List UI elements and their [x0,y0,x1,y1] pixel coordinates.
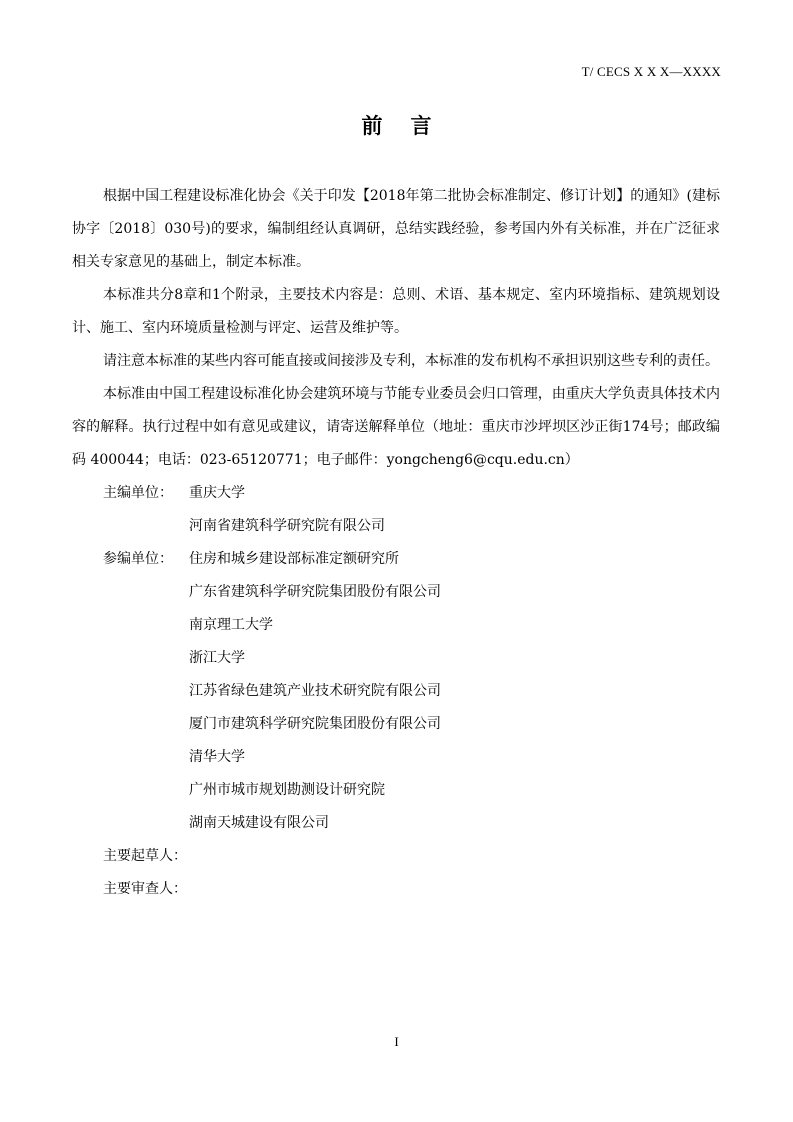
participating-unit-item: 南京理工大学 [189,617,273,633]
participating-unit-row [72,675,720,708]
participating-unit-item: 湖南天城建设有限公司 [189,815,329,831]
paragraph-management: 本标准由中国工程建设标准化协会建筑环境与节能专业委员会归口管理，由重庆大学负责具体技术内容的解释。执行过程中如有意见或建议，请寄送解释单位（地址：重庆市沙坪坝区沙正街174号；邮政编码 400044；电话：023-65120771；电子邮件：yongcheng6@cqu.edu.cn） [72,386,720,468]
participating-unit-row [72,609,720,642]
paragraph-contents: 本标准共分8章和1个附录，主要技术内容是：总则、术语、基本规定、室内环境指标、建筑规划设计、施工、室内环境质量检测与评定、运营及维护等。 [72,287,720,336]
participating-unit-item: 浙江大学 [189,650,245,666]
chief-unit-row [72,477,720,510]
chief-unit-item: 重庆大学 [189,485,245,501]
standard-code: T/ CECS X X X—XXXX [581,64,721,79]
paragraph-basis: 根据中国工程建设标准化协会《关于印发【2018年第二批协会标准制定、修订计划】的通知》(建标协字〔2018〕030号)的要求，编制组经认真调研，总结实践经验，参考国内外有关标准，并在广泛征求相关专家意见的基础上，制定本标准。 [72,188,720,270]
chief-units-label: 主编单位： [103,485,173,501]
participating-units [72,543,720,840]
participating-unit-item: 厦门市建筑科学研究院集团股份有限公司 [189,716,441,732]
participating-unit-row [72,741,720,774]
main-drafters: 主要起草人： [103,848,187,864]
page-title: 前言 [361,113,460,138]
participating-units-label: 参编单位： [103,551,173,567]
participating-unit-row [72,576,720,609]
participating-unit-row [72,708,720,741]
chief-unit-item: 河南省建筑科学研究院有限公司 [189,518,385,534]
participating-unit-row [72,642,720,675]
chief-unit-row [72,510,720,543]
participating-unit-item: 清华大学 [189,749,245,765]
participating-unit-row [72,774,720,807]
paragraph-patent-notice: 请注意本标准的某些内容可能直接或间接涉及专利，本标准的发布机构不承担识别这些专利的责任。 [103,353,719,369]
participating-unit-item: 广州市城市规划勘测设计研究院 [189,782,385,798]
participating-unit-item: 广东省建筑科学研究院集团股份有限公司 [189,584,441,600]
participating-unit-item: 江苏省绿色建筑产业技术研究院有限公司 [189,683,441,699]
participating-unit-row [72,807,720,840]
page-number: I [394,1034,399,1049]
chief-units [72,477,720,543]
participating-unit-item: 住房和城乡建设部标准定额研究所 [189,551,399,567]
foreword-body [72,180,720,906]
main-reviewers: 主要审查人： [103,881,187,897]
participating-unit-row [72,543,720,576]
